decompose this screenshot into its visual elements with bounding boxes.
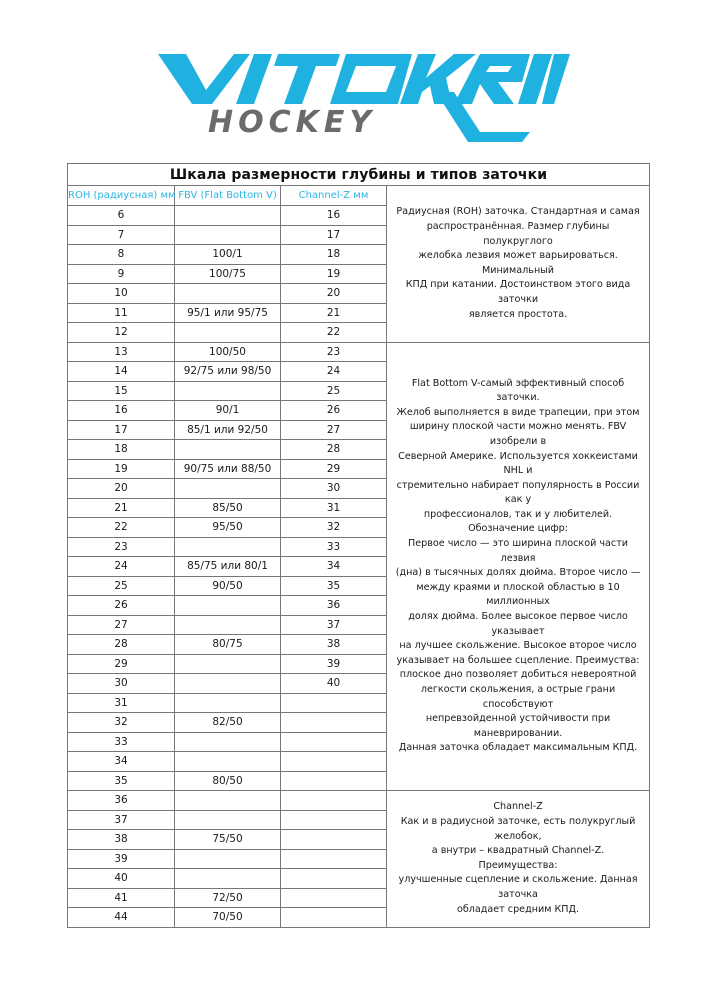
description-channel-z xyxy=(387,791,650,928)
cell-channel-z xyxy=(281,888,387,908)
description-line: указывает на большее сцепление. Преимуства: xyxy=(396,654,640,666)
cell-channel-z: 18 xyxy=(281,245,387,265)
cell-fbv xyxy=(175,869,281,889)
cell-fbv xyxy=(175,381,281,401)
cell-fbv: 90/75 или 88/50 xyxy=(175,459,281,479)
cell-roh: 28 xyxy=(68,635,175,655)
cell-channel-z xyxy=(281,869,387,889)
cell-channel-z: 25 xyxy=(281,381,387,401)
cell-channel-z: 24 xyxy=(281,362,387,382)
description-line: плоское дно позволяет добиться невероятной xyxy=(399,669,637,681)
cell-channel-z xyxy=(281,771,387,791)
cell-fbv xyxy=(175,284,281,304)
cell-roh: 21 xyxy=(68,498,175,518)
sharpening-depth-table xyxy=(67,163,650,928)
description-line: Северной Америке. Используется хоккеистами NHL и xyxy=(398,450,638,477)
description-line: а внутри – квадратный Channel-Z. Преимущества: xyxy=(431,845,605,871)
cell-channel-z: 37 xyxy=(281,615,387,635)
table-title: Шкала размерности глубины и типов заточки xyxy=(68,164,650,186)
cell-channel-z xyxy=(281,732,387,752)
cell-channel-z: 33 xyxy=(281,537,387,557)
cell-roh: 8 xyxy=(68,245,175,265)
cell-roh: 30 xyxy=(68,674,175,694)
cell-roh: 17 xyxy=(68,420,175,440)
description-line: легкости скольжения, а острые грани способствуют xyxy=(420,684,616,710)
cell-roh: 22 xyxy=(68,518,175,538)
cell-fbv xyxy=(175,752,281,772)
cell-roh: 7 xyxy=(68,225,175,245)
cell-fbv xyxy=(175,810,281,830)
cell-fbv: 82/50 xyxy=(175,713,281,733)
cell-channel-z: 30 xyxy=(281,479,387,499)
vitokin-hockey-logo xyxy=(150,42,570,152)
cell-roh: 16 xyxy=(68,401,175,421)
cell-roh: 35 xyxy=(68,771,175,791)
cell-fbv: 100/50 xyxy=(175,342,281,362)
description-line: улучшенные сцепление и скольжение. Данная заточка xyxy=(398,874,638,900)
description-line: Обозначение цифр: xyxy=(468,523,568,535)
cell-roh: 38 xyxy=(68,830,175,850)
cell-roh: 6 xyxy=(68,206,175,226)
description-line: распространённая. Размер глубины полукруглого xyxy=(426,220,610,247)
cell-fbv: 72/50 xyxy=(175,888,281,908)
header-roh: ROH (радиусная) мм xyxy=(68,186,175,206)
cell-roh: 9 xyxy=(68,264,175,284)
cell-channel-z: 29 xyxy=(281,459,387,479)
cell-fbv xyxy=(175,479,281,499)
cell-roh: 27 xyxy=(68,615,175,635)
cell-fbv: 95/1 или 95/75 xyxy=(175,303,281,323)
header-row xyxy=(68,186,650,206)
cell-roh: 40 xyxy=(68,869,175,889)
cell-fbv xyxy=(175,674,281,694)
cell-fbv: 100/1 xyxy=(175,245,281,265)
description-line: профессионалов, так и у любителей. xyxy=(423,508,613,520)
cell-channel-z: 31 xyxy=(281,498,387,518)
cell-roh: 20 xyxy=(68,479,175,499)
cell-fbv xyxy=(175,693,281,713)
cell-channel-z: 40 xyxy=(281,674,387,694)
cell-channel-z xyxy=(281,693,387,713)
cell-roh: 10 xyxy=(68,284,175,304)
cell-roh: 11 xyxy=(68,303,175,323)
cell-channel-z: 39 xyxy=(281,654,387,674)
cell-roh: 14 xyxy=(68,362,175,382)
cell-fbv: 90/50 xyxy=(175,576,281,596)
cell-roh: 13 xyxy=(68,342,175,362)
description-line: является простота. xyxy=(468,308,568,320)
cell-fbv: 92/75 или 98/50 xyxy=(175,362,281,382)
cell-channel-z xyxy=(281,908,387,928)
cell-channel-z: 34 xyxy=(281,557,387,577)
cell-channel-z: 35 xyxy=(281,576,387,596)
cell-channel-z xyxy=(281,810,387,830)
cell-fbv: 70/50 xyxy=(175,908,281,928)
cell-fbv xyxy=(175,849,281,869)
cell-roh: 33 xyxy=(68,732,175,752)
description-fbv xyxy=(387,342,650,791)
description-roh xyxy=(387,186,650,343)
cell-fbv: 90/1 xyxy=(175,401,281,421)
cell-roh: 15 xyxy=(68,381,175,401)
description-line: долях дюйма. Более высокое первое число указывает xyxy=(408,611,628,637)
cell-channel-z: 20 xyxy=(281,284,387,304)
description-line: Радиусная (ROH) заточка. Стандартная и самая xyxy=(396,206,640,218)
cell-channel-z: 26 xyxy=(281,401,387,421)
table-row xyxy=(68,342,650,362)
cell-roh: 44 xyxy=(68,908,175,928)
description-line: Channel-Z xyxy=(493,801,543,813)
description-line: желобка лезвия может варьироваться. Минимальный xyxy=(418,250,618,276)
cell-fbv xyxy=(175,440,281,460)
description-line: между краями и плоской областью в 10 миллионных xyxy=(416,581,620,608)
cell-roh: 26 xyxy=(68,596,175,616)
cell-channel-z xyxy=(281,830,387,850)
description-line: Как и в радиусной заточке, есть полукруглый желобок, xyxy=(400,815,636,842)
cell-channel-z: 21 xyxy=(281,303,387,323)
description-line: обладает средним КПД. xyxy=(456,903,580,915)
cell-channel-z: 36 xyxy=(281,596,387,616)
cell-roh: 36 xyxy=(68,791,175,811)
cell-roh: 25 xyxy=(68,576,175,596)
cell-fbv xyxy=(175,791,281,811)
description-line: Желоб выполняется в виде трапеции, при этом xyxy=(396,406,640,418)
cell-fbv: 80/50 xyxy=(175,771,281,791)
cell-fbv: 95/50 xyxy=(175,518,281,538)
logo-hockey-text: HOCKEY xyxy=(208,105,377,140)
cell-channel-z: 16 xyxy=(281,206,387,226)
description-line: стремительно набирает популярность в России как у xyxy=(396,479,640,506)
cell-fbv: 100/75 xyxy=(175,264,281,284)
cell-roh: 34 xyxy=(68,752,175,772)
table-row xyxy=(68,791,650,811)
header-fbv: FBV (Flat Bottom V) xyxy=(175,186,281,206)
cell-channel-z: 28 xyxy=(281,440,387,460)
cell-channel-z xyxy=(281,791,387,811)
cell-channel-z xyxy=(281,713,387,733)
cell-channel-z: 17 xyxy=(281,225,387,245)
header-channel-z: Channel-Z мм xyxy=(281,186,387,206)
cell-channel-z: 19 xyxy=(281,264,387,284)
cell-fbv xyxy=(175,615,281,635)
cell-channel-z xyxy=(281,752,387,772)
cell-roh: 31 xyxy=(68,693,175,713)
cell-roh: 12 xyxy=(68,323,175,343)
cell-roh: 32 xyxy=(68,713,175,733)
cell-channel-z: 23 xyxy=(281,342,387,362)
description-line: Первое число — это ширина плоской части лезвия xyxy=(408,538,629,564)
description-line: ширину плоской части можно менять. FBV изобрели в xyxy=(409,421,627,447)
cell-fbv: 85/75 или 80/1 xyxy=(175,557,281,577)
cell-roh: 39 xyxy=(68,849,175,869)
cell-roh: 29 xyxy=(68,654,175,674)
cell-fbv: 80/75 xyxy=(175,635,281,655)
description-line: на лучшее скольжение. Высокое второе число xyxy=(399,640,637,652)
cell-roh: 37 xyxy=(68,810,175,830)
logo-graphic xyxy=(150,42,570,152)
cell-fbv: 75/50 xyxy=(175,830,281,850)
description-line: (дна) в тысячных долях дюйма. Второе число — xyxy=(395,567,641,579)
cell-channel-z: 38 xyxy=(281,635,387,655)
cell-roh: 18 xyxy=(68,440,175,460)
cell-fbv: 85/1 или 92/50 xyxy=(175,420,281,440)
cell-channel-z: 32 xyxy=(281,518,387,538)
cell-fbv xyxy=(175,654,281,674)
cell-fbv xyxy=(175,225,281,245)
cell-channel-z xyxy=(281,849,387,869)
description-line: Flat Bottom V-самый эффективный способ заточки. xyxy=(411,377,625,404)
description-line: Данная заточка обладает максимальным КПД. xyxy=(398,742,638,754)
cell-roh: 41 xyxy=(68,888,175,908)
cell-fbv xyxy=(175,537,281,557)
cell-fbv: 85/50 xyxy=(175,498,281,518)
cell-fbv xyxy=(175,323,281,343)
cell-fbv xyxy=(175,596,281,616)
cell-roh: 24 xyxy=(68,557,175,577)
cell-channel-z: 22 xyxy=(281,323,387,343)
cell-fbv xyxy=(175,206,281,226)
cell-roh: 23 xyxy=(68,537,175,557)
cell-fbv xyxy=(175,732,281,752)
cell-roh: 19 xyxy=(68,459,175,479)
cell-channel-z: 27 xyxy=(281,420,387,440)
description-line: непревзойденной устойчивости при маневрировании. xyxy=(425,713,611,739)
description-line: КПД при катании. Достоинством этого вида заточки xyxy=(405,279,631,305)
